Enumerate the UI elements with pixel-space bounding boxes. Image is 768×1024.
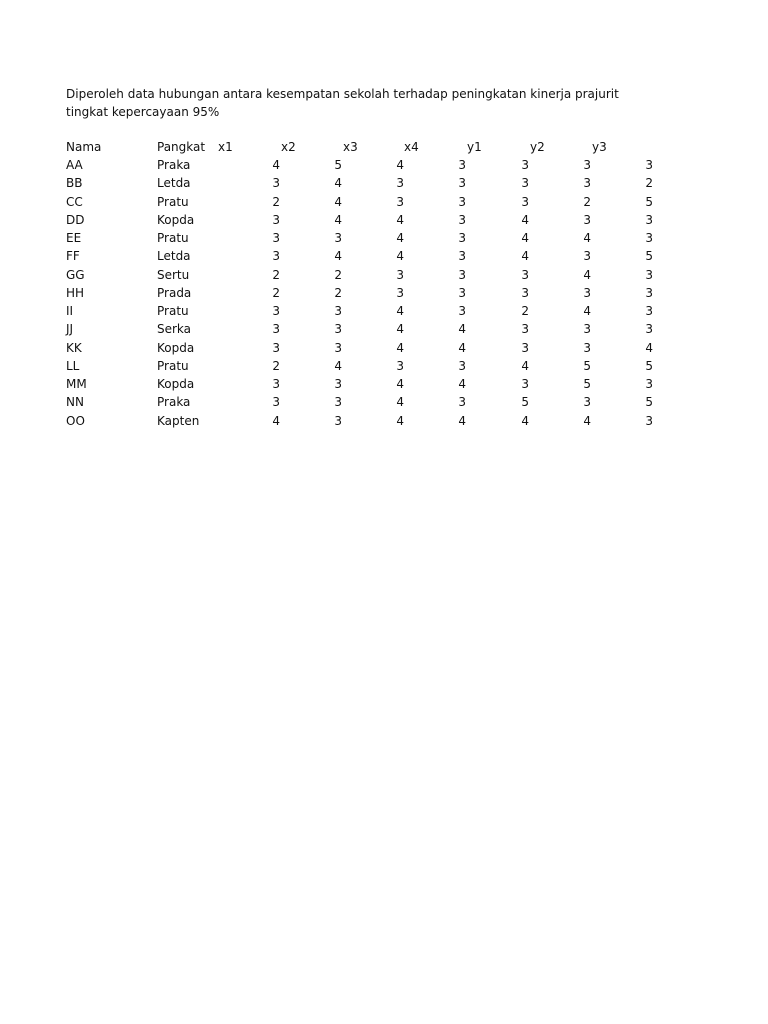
cell-pangkat: Letda bbox=[157, 176, 191, 191]
cell-value: 4 bbox=[645, 340, 653, 355]
cell-value: 5 bbox=[645, 395, 653, 410]
column-header-y2: y2 bbox=[530, 140, 545, 154]
cell-nama: HH bbox=[66, 285, 85, 300]
cell-value: 5 bbox=[645, 249, 653, 264]
cell-value: 3 bbox=[521, 322, 529, 337]
cell-nama: AA bbox=[66, 158, 83, 172]
cell-nama: EE bbox=[66, 231, 82, 245]
cell-nama: CC bbox=[66, 194, 83, 209]
table-row bbox=[0, 193, 768, 211]
table-row bbox=[0, 393, 768, 411]
cell-value: 3 bbox=[272, 249, 280, 264]
table-row bbox=[0, 174, 768, 192]
cell-value: 3 bbox=[272, 322, 280, 337]
cell-pangkat: Pratu bbox=[157, 194, 189, 209]
cell-value: 4 bbox=[334, 194, 342, 209]
cell-value: 3 bbox=[583, 322, 591, 337]
cell-value: 5 bbox=[583, 358, 591, 373]
cell-value: 4 bbox=[521, 413, 529, 428]
column-header-nama: Nama bbox=[66, 140, 102, 154]
cell-nama: MM bbox=[66, 377, 87, 391]
cell-value: 3 bbox=[583, 249, 591, 264]
cell-value: 3 bbox=[272, 231, 280, 245]
cell-pangkat: Kopda bbox=[157, 340, 195, 355]
table-row bbox=[0, 211, 768, 229]
cell-value: 3 bbox=[458, 304, 466, 318]
cell-value: 2 bbox=[272, 285, 280, 300]
table-row bbox=[0, 156, 768, 174]
cell-value: 4 bbox=[396, 377, 404, 391]
cell-value: 3 bbox=[458, 212, 466, 227]
cell-value: 3 bbox=[272, 304, 280, 318]
cell-value: 3 bbox=[645, 413, 653, 428]
table-row bbox=[0, 320, 768, 338]
cell-value: 4 bbox=[334, 358, 342, 373]
cell-value: 4 bbox=[396, 304, 404, 318]
cell-value: 3 bbox=[645, 158, 653, 172]
cell-pangkat: Pratu bbox=[157, 358, 189, 373]
cell-value: 3 bbox=[272, 176, 280, 191]
cell-value: 5 bbox=[521, 395, 529, 410]
intro-text bbox=[66, 85, 619, 121]
cell-value: 3 bbox=[458, 285, 466, 300]
cell-value: 3 bbox=[458, 267, 466, 282]
cell-nama: GG bbox=[66, 267, 85, 282]
cell-value: 3 bbox=[645, 377, 653, 391]
cell-value: 3 bbox=[645, 212, 653, 227]
table-row bbox=[0, 284, 768, 302]
cell-value: 3 bbox=[521, 194, 529, 209]
cell-value: 5 bbox=[645, 194, 653, 209]
cell-nama: OO bbox=[66, 413, 85, 428]
cell-value: 2 bbox=[334, 285, 342, 300]
cell-value: 3 bbox=[334, 413, 342, 428]
cell-value: 3 bbox=[396, 358, 404, 373]
cell-pangkat: Praka bbox=[157, 158, 191, 172]
cell-value: 4 bbox=[396, 158, 404, 172]
cell-value: 3 bbox=[334, 377, 342, 391]
table-row bbox=[0, 266, 768, 284]
cell-value: 4 bbox=[396, 231, 404, 245]
cell-nama: II bbox=[66, 304, 74, 318]
cell-value: 3 bbox=[334, 322, 342, 337]
cell-value: 3 bbox=[583, 176, 591, 191]
cell-value: 4 bbox=[521, 231, 529, 245]
cell-value: 2 bbox=[272, 267, 280, 282]
cell-value: 4 bbox=[458, 322, 466, 337]
cell-value: 3 bbox=[645, 322, 653, 337]
cell-value: 3 bbox=[396, 285, 404, 300]
cell-value: 4 bbox=[272, 413, 280, 428]
cell-pangkat: Kapten bbox=[157, 413, 200, 428]
intro-line-1: Diperoleh data hubungan antara kesempatan sekolah terhadap peningkatan kinerja prajurit bbox=[66, 87, 619, 101]
cell-value: 4 bbox=[583, 304, 591, 318]
cell-value: 3 bbox=[458, 395, 466, 410]
cell-value: 4 bbox=[583, 231, 591, 245]
cell-pangkat: Kopda bbox=[157, 212, 195, 227]
cell-value: 3 bbox=[396, 176, 404, 191]
cell-value: 3 bbox=[458, 249, 466, 264]
cell-value: 4 bbox=[458, 340, 466, 355]
cell-value: 2 bbox=[521, 304, 529, 318]
cell-value: 3 bbox=[583, 340, 591, 355]
table-row bbox=[0, 229, 768, 247]
cell-value: 4 bbox=[396, 212, 404, 227]
cell-value: 3 bbox=[334, 340, 342, 355]
cell-pangkat: Prada bbox=[157, 285, 192, 300]
column-header-x4: x4 bbox=[404, 140, 419, 154]
cell-value: 3 bbox=[396, 267, 404, 282]
cell-value: 2 bbox=[272, 358, 280, 373]
cell-pangkat: Serka bbox=[157, 322, 192, 337]
cell-value: 2 bbox=[272, 194, 280, 209]
cell-value: 5 bbox=[645, 358, 653, 373]
cell-value: 2 bbox=[334, 267, 342, 282]
table-row bbox=[0, 357, 768, 375]
cell-value: 4 bbox=[396, 340, 404, 355]
cell-value: 3 bbox=[583, 158, 591, 172]
cell-nama: JJ bbox=[66, 322, 74, 337]
cell-value: 3 bbox=[458, 176, 466, 191]
cell-nama: NN bbox=[66, 395, 84, 410]
cell-value: 3 bbox=[272, 340, 280, 355]
cell-value: 3 bbox=[272, 377, 280, 391]
cell-value: 4 bbox=[521, 212, 529, 227]
cell-value: 3 bbox=[334, 231, 342, 245]
cell-pangkat: Sertu bbox=[157, 267, 190, 282]
cell-value: 5 bbox=[334, 158, 342, 172]
cell-value: 4 bbox=[396, 395, 404, 410]
cell-nama: FF bbox=[66, 249, 80, 264]
table-row bbox=[0, 302, 768, 320]
cell-value: 3 bbox=[458, 158, 466, 172]
cell-value: 4 bbox=[272, 158, 280, 172]
cell-pangkat: Praka bbox=[157, 395, 191, 410]
column-header-x2: x2 bbox=[281, 140, 296, 154]
cell-pangkat: Letda bbox=[157, 249, 191, 264]
cell-nama: KK bbox=[66, 340, 82, 355]
cell-pangkat: Pratu bbox=[157, 304, 189, 318]
column-header-x1: x1 bbox=[218, 140, 233, 154]
cell-value: 3 bbox=[334, 395, 342, 410]
cell-value: 4 bbox=[396, 249, 404, 264]
column-header-y1: y1 bbox=[467, 140, 482, 154]
table-header-row bbox=[0, 138, 768, 156]
cell-value: 4 bbox=[521, 358, 529, 373]
cell-value: 3 bbox=[272, 212, 280, 227]
cell-value: 4 bbox=[334, 212, 342, 227]
cell-value: 4 bbox=[458, 413, 466, 428]
cell-value: 4 bbox=[334, 249, 342, 264]
cell-value: 3 bbox=[645, 231, 653, 245]
cell-value: 4 bbox=[583, 413, 591, 428]
cell-pangkat: Kopda bbox=[157, 377, 195, 391]
cell-value: 2 bbox=[645, 176, 653, 191]
cell-value: 3 bbox=[583, 285, 591, 300]
cell-value: 3 bbox=[458, 194, 466, 209]
cell-value: 3 bbox=[583, 212, 591, 227]
cell-value: 3 bbox=[645, 304, 653, 318]
cell-value: 3 bbox=[521, 377, 529, 391]
cell-value: 3 bbox=[272, 395, 280, 410]
cell-value: 3 bbox=[334, 304, 342, 318]
cell-pangkat: Pratu bbox=[157, 231, 189, 245]
table-row bbox=[0, 247, 768, 265]
cell-nama: LL bbox=[66, 358, 80, 373]
cell-value: 3 bbox=[458, 231, 466, 245]
table-row bbox=[0, 375, 768, 393]
cell-nama: BB bbox=[66, 176, 83, 191]
table-row bbox=[0, 339, 768, 357]
cell-value: 2 bbox=[583, 194, 591, 209]
cell-value: 3 bbox=[521, 267, 529, 282]
cell-nama: DD bbox=[66, 212, 85, 227]
table-row bbox=[0, 412, 768, 430]
cell-value: 3 bbox=[583, 395, 591, 410]
cell-value: 3 bbox=[521, 285, 529, 300]
cell-value: 4 bbox=[396, 413, 404, 428]
cell-value: 3 bbox=[521, 340, 529, 355]
cell-value: 4 bbox=[521, 249, 529, 264]
column-header-x3: x3 bbox=[343, 140, 358, 154]
cell-value: 3 bbox=[645, 285, 653, 300]
cell-value: 4 bbox=[458, 377, 466, 391]
column-header-pangkat: Pangkat bbox=[157, 140, 206, 154]
column-header-y3: y3 bbox=[592, 140, 607, 154]
cell-value: 3 bbox=[396, 194, 404, 209]
intro-line-2: tingkat kepercayaan 95% bbox=[66, 105, 220, 119]
cell-value: 4 bbox=[396, 322, 404, 337]
cell-value: 3 bbox=[458, 358, 466, 373]
cell-value: 4 bbox=[334, 176, 342, 191]
cell-value: 5 bbox=[583, 377, 591, 391]
cell-value: 3 bbox=[521, 176, 529, 191]
cell-value: 3 bbox=[645, 267, 653, 282]
cell-value: 3 bbox=[521, 158, 529, 172]
cell-value: 4 bbox=[583, 267, 591, 282]
